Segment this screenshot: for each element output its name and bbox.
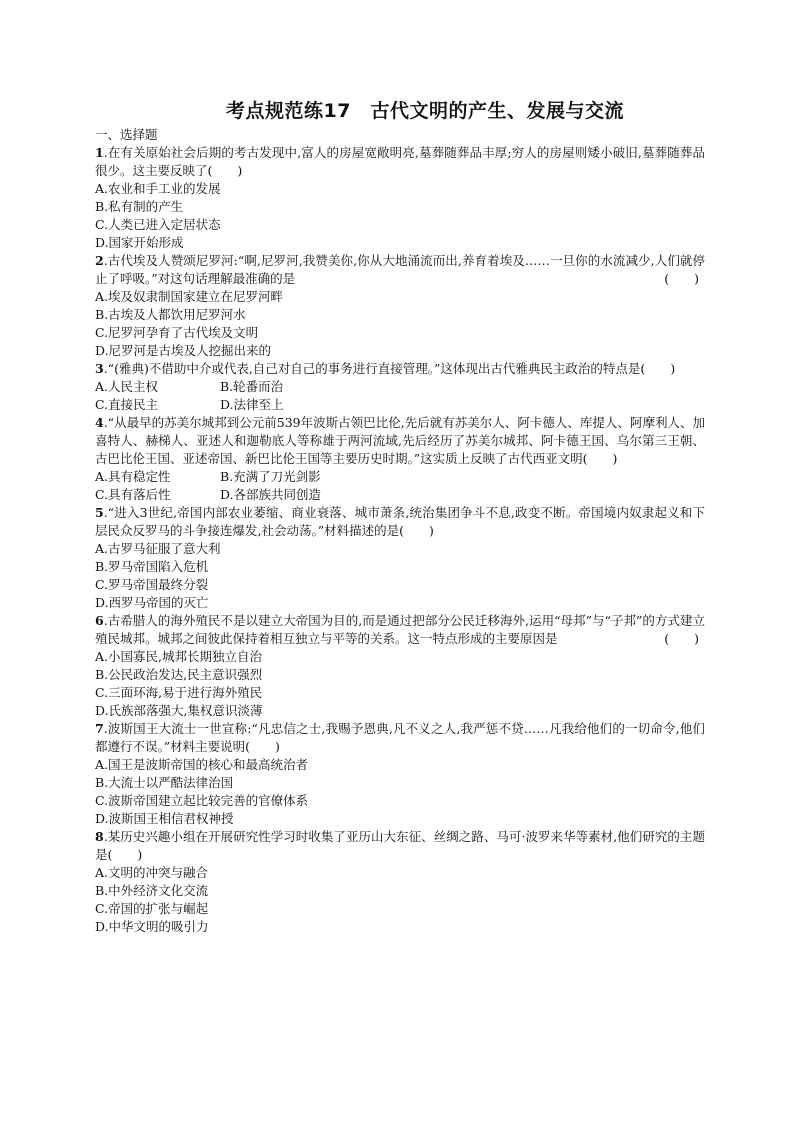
question-number: 8	[95, 829, 104, 844]
option-d: D.各部族共同创造	[220, 487, 322, 502]
option-a: A.文明的冲突与融合	[95, 865, 209, 880]
option-c: C.人类已进入定居状态	[95, 217, 221, 232]
option-d: D.西罗马帝国的灭亡	[95, 595, 209, 610]
question-text: .“(雅典)不借助中介或代表,自己对自己的事务进行直接管理。”这体现出古代雅典民主政治的特点是( )	[103, 361, 676, 376]
worksheet-page	[95, 98, 705, 936]
question-stem	[95, 252, 705, 288]
question-number: 5	[95, 505, 104, 520]
question-3	[95, 360, 705, 414]
question-6	[95, 612, 705, 720]
option-d: D.法律至上	[220, 397, 284, 412]
option-c: C.三面环海,易于进行海外殖民	[95, 685, 263, 700]
option-b: B.充满了刀光剑影	[220, 469, 321, 484]
option-a: A.小国寡民,城邦长期独立自治	[95, 649, 262, 664]
option-row	[95, 396, 705, 414]
option-d: D.中华文明的吸引力	[95, 919, 209, 934]
question-text: .在有关原始社会后期的考古发现中,富人的房屋宽敞明亮,墓葬随葬品丰厚;穷人的房屋则矮小破旧,墓葬随葬品很少。这主要反映了( )	[95, 145, 705, 178]
option-a: A.埃及奴隶制国家建立在尼罗河畔	[95, 289, 284, 304]
answer-paren: ( )	[664, 271, 699, 286]
option-row	[95, 468, 705, 486]
question-2	[95, 252, 705, 360]
question-number: 7	[95, 721, 104, 736]
page-title: 考点规范练17 古代文明的产生、发展与交流	[226, 100, 624, 122]
question-stem	[95, 720, 705, 756]
answer-paren: ( )	[664, 631, 699, 646]
question-4	[95, 414, 705, 504]
question-text: .古代埃及人赞颂尼罗河:“啊,尼罗河,我赞美你,你从大地涌流而出,养育着埃及……一旦你的水流减少,人们就停止了呼吸。”对这句话理解最准确的是	[95, 253, 705, 286]
option-b: B.公民政治发达,民主意识强烈	[95, 667, 263, 682]
option-b: B.大流士以严酷法律治国	[95, 775, 234, 790]
option-b: B.私有制的产生	[95, 199, 184, 214]
question-stem	[95, 360, 705, 378]
option-c: C.帝国的扩张与崛起	[95, 901, 209, 916]
question-7	[95, 720, 705, 828]
option-c: C.直接民主	[95, 397, 159, 412]
question-stem	[95, 144, 705, 180]
option-d: D.氏族部落强大,集权意识淡薄	[95, 703, 263, 718]
option-d: D.国家开始形成	[95, 235, 184, 250]
question-8	[95, 828, 705, 936]
option-c: C.具有落后性	[95, 487, 171, 502]
option-c: C.罗马帝国最终分裂	[95, 577, 209, 592]
option-a: A.农业和手工业的发展	[95, 181, 221, 196]
option-b: B.古埃及人都饮用尼罗河水	[95, 307, 246, 322]
question-text: .古希腊人的海外殖民不是以建立大帝国为目的,而是通过把部分公民迁移海外,运用“母邦”与“子邦”的方式建立殖民城邦。城邦之间彼此保持着相互独立与平等的关系。这一特点形成的主要原因是	[95, 613, 705, 646]
question-text: .“从最早的苏美尔城邦到公元前539年波斯占领巴比伦,先后就有苏美尔人、阿卡德人、库提人、阿摩利人、加喜特人、赫梯人、亚述人和迦勒底人等称雄于两河流域,先后经历了苏美尔城邦、阿卡德王国、乌尔第三王朝、古巴比伦王国、亚述帝国、新巴比伦王国等主要历史时期。”这实质上反映了古代西亚文明( )	[95, 415, 705, 466]
option-a: A.具有稳定性	[95, 469, 171, 484]
question-text: .波斯国王大流士一世宣称:“凡忠信之士,我赐予恩典,凡不义之人,我严惩不贷……凡我给他们的一切命令,他们都遵行不误。”材料主要说明( )	[95, 721, 705, 754]
option-c: C.波斯帝国建立起比较完善的官僚体系	[95, 793, 309, 808]
question-number: 1	[95, 145, 104, 160]
question-stem	[95, 504, 705, 540]
option-a: A.人民主权	[95, 379, 159, 394]
question-stem	[95, 612, 705, 648]
option-b: B.罗马帝国陷入危机	[95, 559, 209, 574]
option-a: A.古罗马征服了意大利	[95, 541, 221, 556]
question-5	[95, 504, 705, 612]
question-text: .“进入3世纪,帝国内部农业萎缩、商业衰落、城市萧条,统治集团争斗不息,政变不断。帝国境内奴隶起义和下层民众反罗马的斗争接连爆发,社会动荡。”材料描述的是( )	[95, 505, 705, 538]
question-1	[95, 144, 705, 252]
question-stem	[95, 828, 705, 864]
question-number: 6	[95, 613, 104, 628]
question-text: .某历史兴趣小组在开展研究性学习时收集了亚历山大东征、丝绸之路、马可·波罗来华等素材,他们研究的主题是( )	[95, 829, 705, 862]
option-c: C.尼罗河孕育了古代埃及文明	[95, 325, 259, 340]
question-number: 4	[95, 415, 104, 430]
section-heading: 一、选择题	[95, 127, 158, 142]
question-stem	[95, 414, 705, 468]
option-d: D.波斯国王相信君权神授	[95, 811, 234, 826]
option-row	[95, 486, 705, 504]
option-a: A.国王是波斯帝国的核心和最高统治者	[95, 757, 309, 772]
option-b: B.中外经济文化交流	[95, 883, 209, 898]
option-b: B.轮番而治	[220, 379, 284, 394]
question-number: 3	[95, 361, 104, 376]
option-d: D.尼罗河是古埃及人挖掘出来的	[95, 343, 272, 358]
option-row	[95, 378, 705, 396]
question-number: 2	[95, 253, 104, 268]
